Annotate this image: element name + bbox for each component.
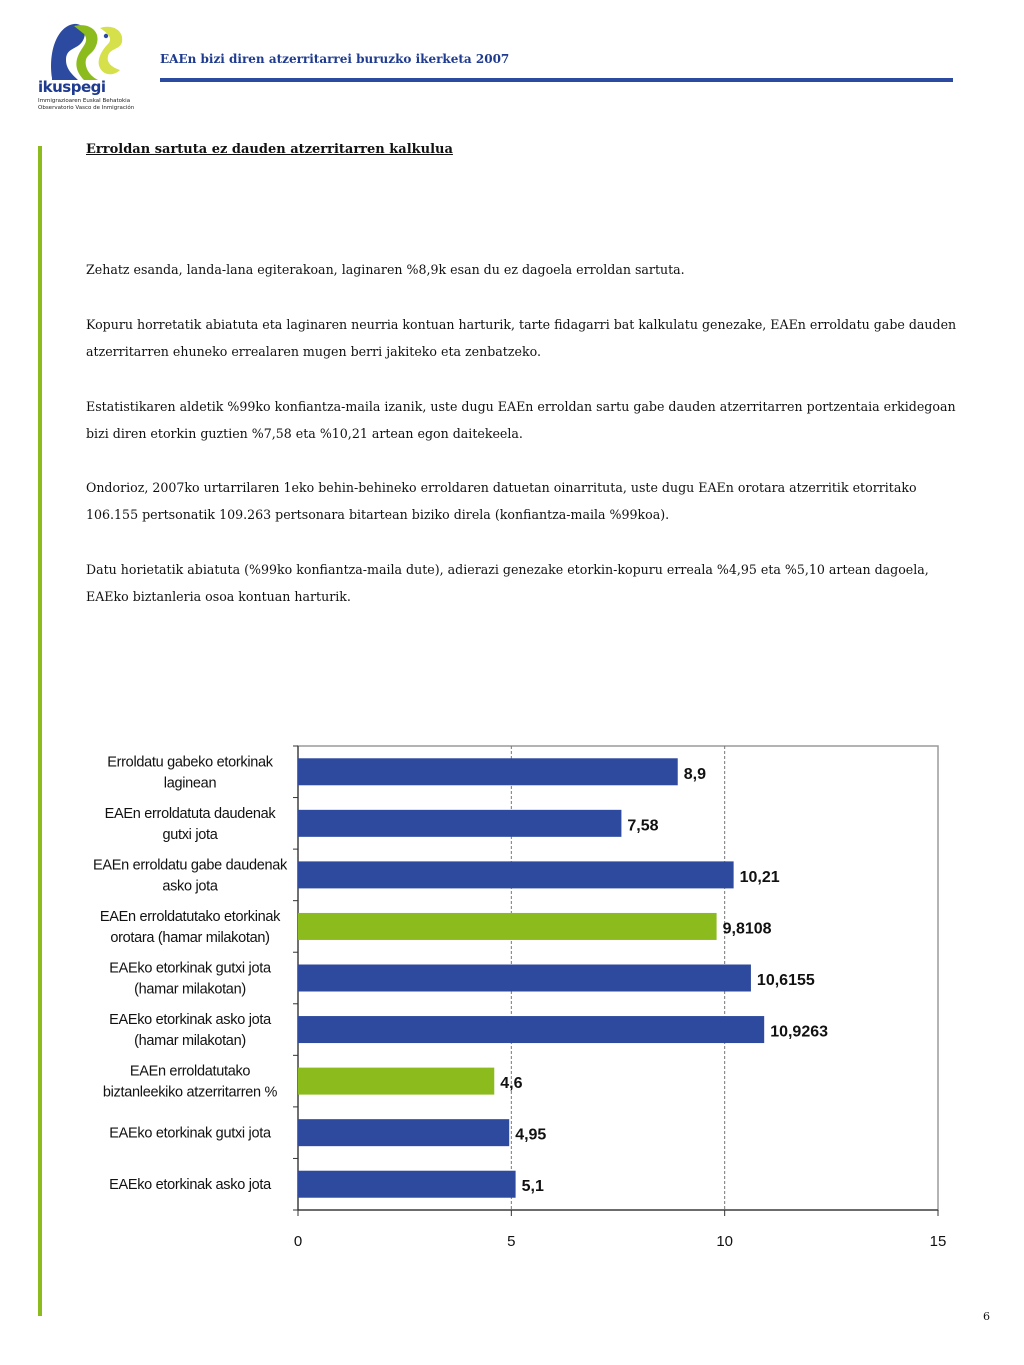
category-label: (hamar milakotan) bbox=[134, 981, 246, 998]
bar-value-label: 4,6 bbox=[500, 1075, 523, 1093]
bar bbox=[298, 1016, 764, 1043]
bar bbox=[298, 1171, 516, 1198]
bar-value-label: 10,6155 bbox=[756, 972, 815, 989]
bar bbox=[298, 1068, 494, 1095]
category-label: EAEn erroldatutako bbox=[129, 1063, 251, 1080]
x-tick-label: 0 bbox=[293, 1233, 303, 1250]
x-tick-label: 5 bbox=[507, 1233, 516, 1250]
x-tick-label: 10 bbox=[716, 1233, 734, 1250]
logo-mark-icon bbox=[44, 20, 134, 82]
bar bbox=[298, 1119, 509, 1146]
category-label: EAEn erroldatuta daudenak bbox=[104, 805, 276, 822]
bar-value-label: 10,9263 bbox=[770, 1023, 829, 1041]
bar-value-label: 4,95 bbox=[515, 1126, 547, 1144]
category-label: orotara (hamar milakotan) bbox=[110, 929, 270, 946]
category-label: (hamar milakotan) bbox=[134, 1033, 246, 1050]
bar bbox=[298, 810, 621, 837]
bar-value-label: 8,9 bbox=[683, 765, 706, 783]
logo-wordmark: ikuspegi bbox=[38, 78, 106, 96]
document-header-title: EAEn bizi diren atzerritarrei buruzko ikerketa 2007 bbox=[160, 52, 510, 66]
category-label: EAEn erroldatutako etorkinak bbox=[99, 908, 281, 925]
category-label: EAEko etorkinak asko jota bbox=[109, 1177, 271, 1194]
logo-subtitle-line-1: Immigrazioaren Euskal Behatokia bbox=[38, 98, 131, 104]
logo-subtitle bbox=[38, 98, 134, 112]
category-label: EAEn erroldatu gabe daudenak bbox=[93, 857, 287, 874]
logo-subtitle-line-2: Observatorio Vasco de Inmigración bbox=[38, 105, 135, 111]
bar bbox=[298, 965, 751, 992]
category-label: EAEko etorkinak gutxi jota bbox=[109, 1125, 271, 1142]
category-label: gutxi jota bbox=[162, 826, 218, 843]
bar bbox=[298, 861, 734, 888]
bar-chart-svg bbox=[0, 740, 1024, 1260]
section-title: Erroldan sartuta ez dauden atzerritarren kalkulua bbox=[86, 142, 453, 157]
paragraph-4: Ondorioz, 2007ko urtarrilaren 1eko behin-behineko erroldaren datuetan oinarrituta, uste dugu EAEn orotara atzerritik etorritako 106.155 pertsonatik 109.263 pertsonara bitartean biziko direla (konfiantza-maila %99koa). bbox=[86, 480, 917, 522]
bar-value-label: 5,1 bbox=[521, 1178, 544, 1196]
category-label: EAEko etorkinak gutxi jota bbox=[109, 960, 271, 977]
bar-value-label: 10,21 bbox=[739, 868, 780, 886]
bar-chart bbox=[0, 740, 1024, 1260]
paragraph-1: Zehatz esanda, landa-lana egiterakoan, laginaren %8,9k esan du ez dagoela erroldan sartuta. bbox=[86, 262, 685, 277]
bar bbox=[298, 758, 678, 785]
category-label: EAEko etorkinak asko jota bbox=[109, 1012, 271, 1029]
category-label: biztanleekiko atzerritarren % bbox=[102, 1084, 278, 1101]
bar bbox=[298, 913, 717, 940]
category-label: laginean bbox=[163, 775, 217, 792]
paragraph-5: Datu horietatik abiatuta (%99ko konfiantza-maila dute), adierazi genezake etorkin-kopuru erreala %4,95 eta %5,10 artean dagoela, EAEko biztanleria osoa kontuan harturik. bbox=[86, 562, 929, 604]
bar-value-label: 9,8108 bbox=[722, 920, 772, 938]
x-tick-label: 15 bbox=[929, 1233, 947, 1250]
ikuspegi-logo bbox=[34, 20, 146, 120]
paragraph-2: Kopuru horretatik abiatuta eta laginaren neurria kontuan harturik, tarte fidagarri bat kalkulatu genezake, EAEn erroldatu gabe dauden atzerritarren ehuneko errealaren mugen berri jakiteko eta zenbatzeko. bbox=[86, 317, 957, 359]
category-label: Erroldatu gabeko etorkinak bbox=[107, 754, 273, 771]
paragraph-3: Estatistikaren aldetik %99ko konfiantza-maila izanik, uste dugu EAEn erroldan sartu gabe dauden atzerritarren portzentaia erkidegoan bizi diren etorkin guztien %7,58 eta %10,21 artean egon daitekeela. bbox=[86, 399, 956, 441]
page-number: 6 bbox=[983, 1310, 990, 1323]
header-divider bbox=[160, 78, 953, 82]
bar-value-label: 7,58 bbox=[627, 817, 659, 835]
category-label: asko jota bbox=[162, 878, 218, 895]
